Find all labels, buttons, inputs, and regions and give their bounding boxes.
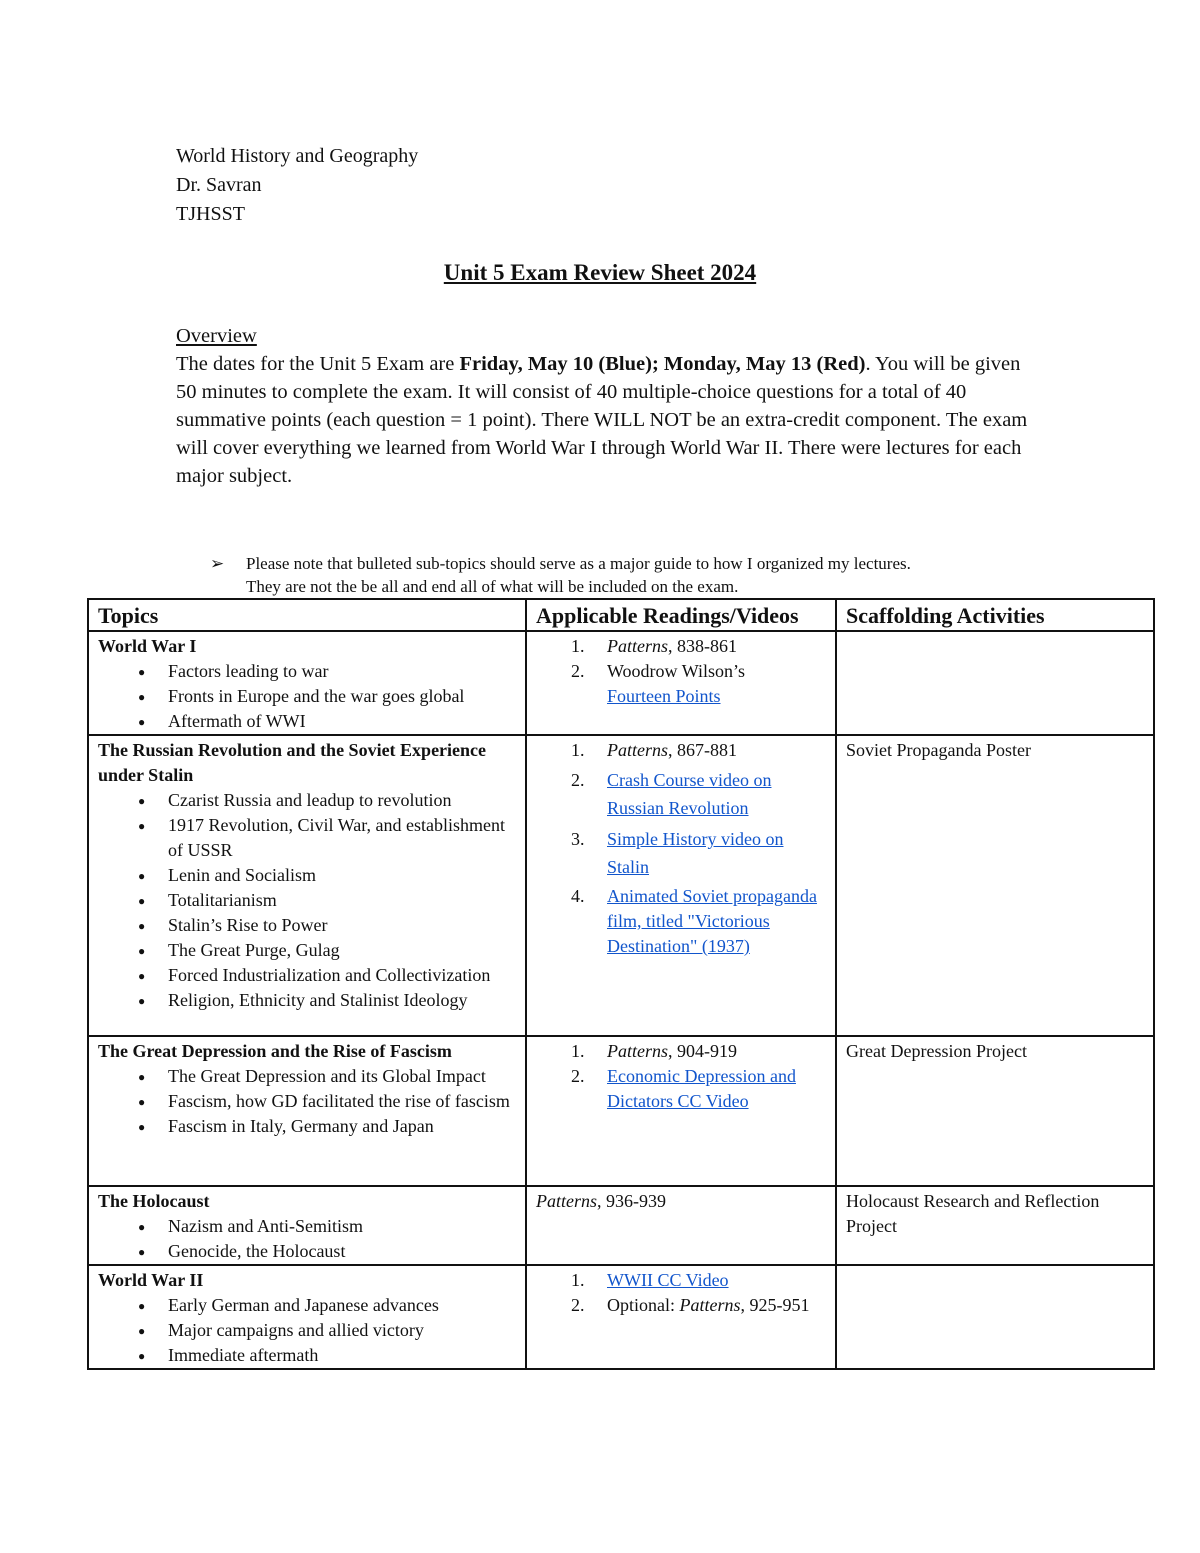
readings-cell	[526, 735, 836, 1036]
subtopic-item: ● Totalitarianism	[168, 888, 516, 913]
topics-table	[87, 598, 1155, 1370]
topic-title: World War II	[98, 1270, 204, 1290]
table-row	[88, 1036, 1154, 1186]
fourteen-points-link[interactable]: Fourteen Points	[607, 686, 721, 706]
table-row	[88, 1186, 1154, 1265]
exam-dates: Friday, May 10 (Blue); Monday, May 13 (Red)	[459, 353, 866, 375]
economic-depression-cc-video-link[interactable]: Economic Depression and Dictators CC Video	[607, 1066, 796, 1111]
reading-item: 2. Woodrow Wilson’s Fourteen Points	[571, 661, 745, 706]
header-activities: Scaffolding Activities	[836, 599, 1154, 631]
reading-item: 2. Economic Depression and Dictators CC Video	[571, 1066, 796, 1111]
course-name: World History and Geography	[176, 145, 419, 167]
subtopic-item: ● Fronts in Europe and the war goes global	[168, 684, 516, 709]
topic-title: The Holocaust	[98, 1191, 210, 1211]
subtopic-item: ● Major campaigns and allied victory	[168, 1318, 516, 1343]
reading-item: 4. Animated Soviet propaganda film, titled "Victorious Destination" (1937)	[571, 886, 817, 956]
topic-cell	[88, 631, 526, 735]
subtopic-item: ● Religion, Ethnicity and Stalinist Ideology	[168, 988, 516, 1013]
wwii-cc-video-link[interactable]: WWII CC Video	[607, 1270, 729, 1290]
subtopic-item: ● Fascism, how GD facilitated the rise of fascism	[168, 1089, 516, 1114]
overview-text-rest: . You will be given 50 minutes to complete the exam. It will consist of 40 multiple-choice questions for a total of 40 summative points (each question = 1 point). There WILL NOT be an extra-credit component. The exam will cover everything we learned from World War I through World War II. There were lectures for each major subject.	[176, 353, 1028, 487]
topic-title: The Great Depression and the Rise of Fascism	[98, 1041, 452, 1061]
activity-cell	[836, 1265, 1154, 1369]
reading-pages: , 936-939	[597, 1191, 666, 1211]
school-name: TJHSST	[176, 203, 245, 225]
activity-cell: Soviet Propaganda Poster	[836, 735, 1154, 1036]
subtopic-item: ● Nazism and Anti-Semitism	[168, 1214, 516, 1239]
note-line-1: Please note that bulleted sub-topics should serve as a major guide to how I organized my lectures.	[246, 554, 911, 573]
readings-cell	[526, 1186, 836, 1265]
subtopic-item: ● Factors leading to war	[168, 659, 516, 684]
subtopic-item: ● Early German and Japanese advances	[168, 1293, 516, 1318]
subtopic-item: ● Czarist Russia and leadup to revolution	[168, 788, 516, 813]
reading-item: 1. Patterns, 867-881	[571, 740, 737, 760]
topic-cell	[88, 1265, 526, 1369]
note-line-2: They are not the be all and end all of what will be included on the exam.	[246, 577, 739, 596]
readings-cell	[526, 631, 836, 735]
overview-paragraph	[176, 350, 1036, 490]
table-header-row	[88, 599, 1154, 631]
overview-section	[176, 322, 1036, 490]
reading-item: 3. Simple History video on Stalin	[571, 829, 784, 877]
crash-course-russian-revolution-link[interactable]: Crash Course video on Russian Revolution	[607, 770, 772, 818]
overview-heading: Overview	[176, 325, 257, 347]
topic-title: The Russian Revolution and the Soviet Experience under Stalin	[98, 740, 487, 785]
readings-cell	[526, 1265, 836, 1369]
subtopic-item: ● Immediate aftermath	[168, 1343, 516, 1368]
topic-cell	[88, 1186, 526, 1265]
reading-item: 2. Optional: Patterns, 925-951	[571, 1295, 810, 1315]
reading-item: 1. WWII CC Video	[571, 1270, 729, 1290]
subtopic-item: ● 1917 Revolution, Civil War, and establishment of USSR	[168, 813, 516, 863]
soviet-propaganda-film-link[interactable]: Animated Soviet propaganda film, titled "Victorious Destination" (1937)	[607, 886, 817, 956]
subtopic-item: ● The Great Depression and its Global Impact	[168, 1064, 516, 1089]
subtopic-item: ● Lenin and Socialism	[168, 863, 516, 888]
topic-title: World War I	[98, 636, 197, 656]
teacher-name: Dr. Savran	[176, 174, 262, 196]
page-title: Unit 5 Exam Review Sheet 2024	[443, 260, 757, 285]
overview-text-start: The dates for the Unit 5 Exam are	[176, 353, 460, 375]
subtopic-item: ● Forced Industrialization and Collectivization	[168, 963, 516, 988]
activity-cell: Holocaust Research and Reflection Project	[836, 1186, 1154, 1265]
arrow-bullet-icon: ➢	[210, 554, 225, 573]
document-header	[176, 142, 418, 229]
table-row	[88, 735, 1154, 1036]
activity-cell: Great Depression Project	[836, 1036, 1154, 1186]
topic-cell	[88, 735, 526, 1036]
activity-cell	[836, 631, 1154, 735]
simple-history-stalin-link[interactable]: Simple History video on Stalin	[607, 829, 784, 877]
subtopic-item: ● Genocide, the Holocaust	[168, 1239, 516, 1264]
header-topics: Topics	[88, 599, 526, 631]
table-row	[88, 631, 1154, 735]
reading-item: 1. Patterns, 904-919	[571, 1041, 737, 1061]
topic-cell	[88, 1036, 526, 1186]
subtopic-item: ● The Great Purge, Gulag	[168, 938, 516, 963]
table-row	[88, 1265, 1154, 1369]
subtopic-item: ● Aftermath of WWI	[168, 709, 516, 734]
header-readings: Applicable Readings/Videos	[526, 599, 836, 631]
reading-item: 1. Patterns, 838-861	[571, 636, 737, 656]
subtopic-item: ● Fascism in Italy, Germany and Japan	[168, 1114, 516, 1139]
reading-source: Patterns	[536, 1191, 597, 1211]
readings-cell	[526, 1036, 836, 1186]
subtopic-item: ● Stalin’s Rise to Power	[168, 913, 516, 938]
note-block	[210, 552, 911, 598]
reading-item: 2. Crash Course video on Russian Revolution	[571, 770, 772, 818]
